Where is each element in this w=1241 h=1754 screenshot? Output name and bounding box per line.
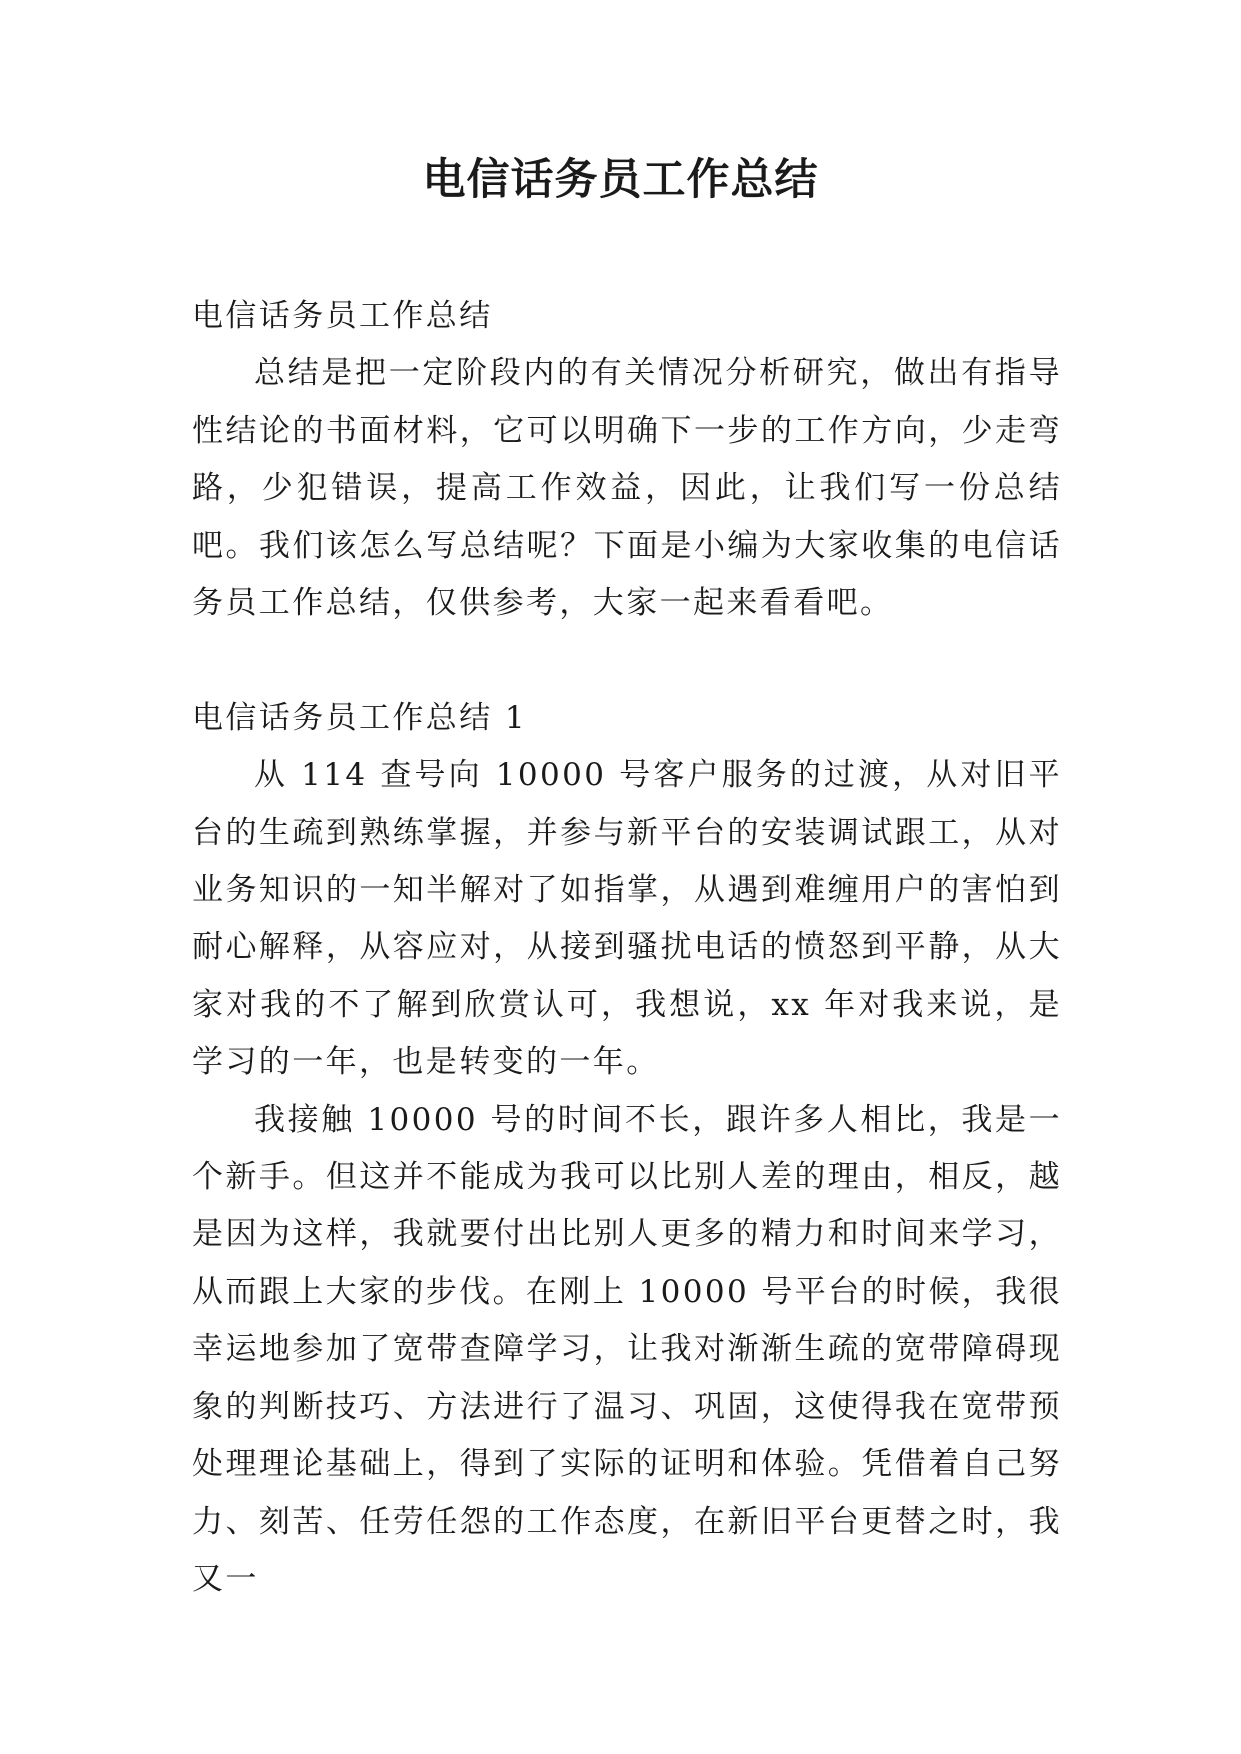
body-paragraph: 我接触 10000 号的时间不长，跟许多人相比，我是一个新手。但这并不能成为我可以比别人差的理由，相反，越是因为这样，我就要付出比别人更多的精力和时间来学习，从而跟上大家的步伐。在刚上 10000 号平台的时候，我很幸运地参加了宽带查障学习，让我对渐渐生疏的宽带障碍现象的判断技巧、方法进行了温习、巩固，这使得我在宽带预处理理论基础上，得到了实际的证明和体验。凭借着自己努力、刻苦、任劳任怨的工作态度，在新旧平台更替之时，我又一 [192, 1101, 1062, 1597]
document-title: 电信话务员工作总结 [422, 155, 819, 205]
intro-paragraph: 总结是把一定阶段内的有关情况分析研究，做出有指导性结论的书面材料，它可以明确下一步的工作方向，少走弯路，少犯错误，提高工作效益，因此，让我们写一份总结吧。我们该怎么写总结呢？下面是小编为大家收集的电信话务员工作总结，仅供参考，大家一起来看看吧。 [192, 355, 1062, 622]
paragraph-spacer [192, 632, 1062, 689]
document-body [192, 288, 1062, 1608]
section-heading: 电信话务员工作总结 [192, 298, 493, 334]
section-heading: 电信话务员工作总结 1 [192, 699, 527, 736]
body-paragraph: 从 114 查号向 10000 号客户服务的过渡，从对旧平台的生疏到熟练掌握，并参与新平台的安装调试跟工，从对业务知识的一知半解对了如指掌，从遇到难缠用户的害怕到耐心解释，从容应对，从接到骚扰电话的愤怒到平静，从大家对我的不了解到欣赏认可，我想说，xx 年对我来说，是学习的一年，也是转变的一年。 [192, 757, 1062, 1081]
